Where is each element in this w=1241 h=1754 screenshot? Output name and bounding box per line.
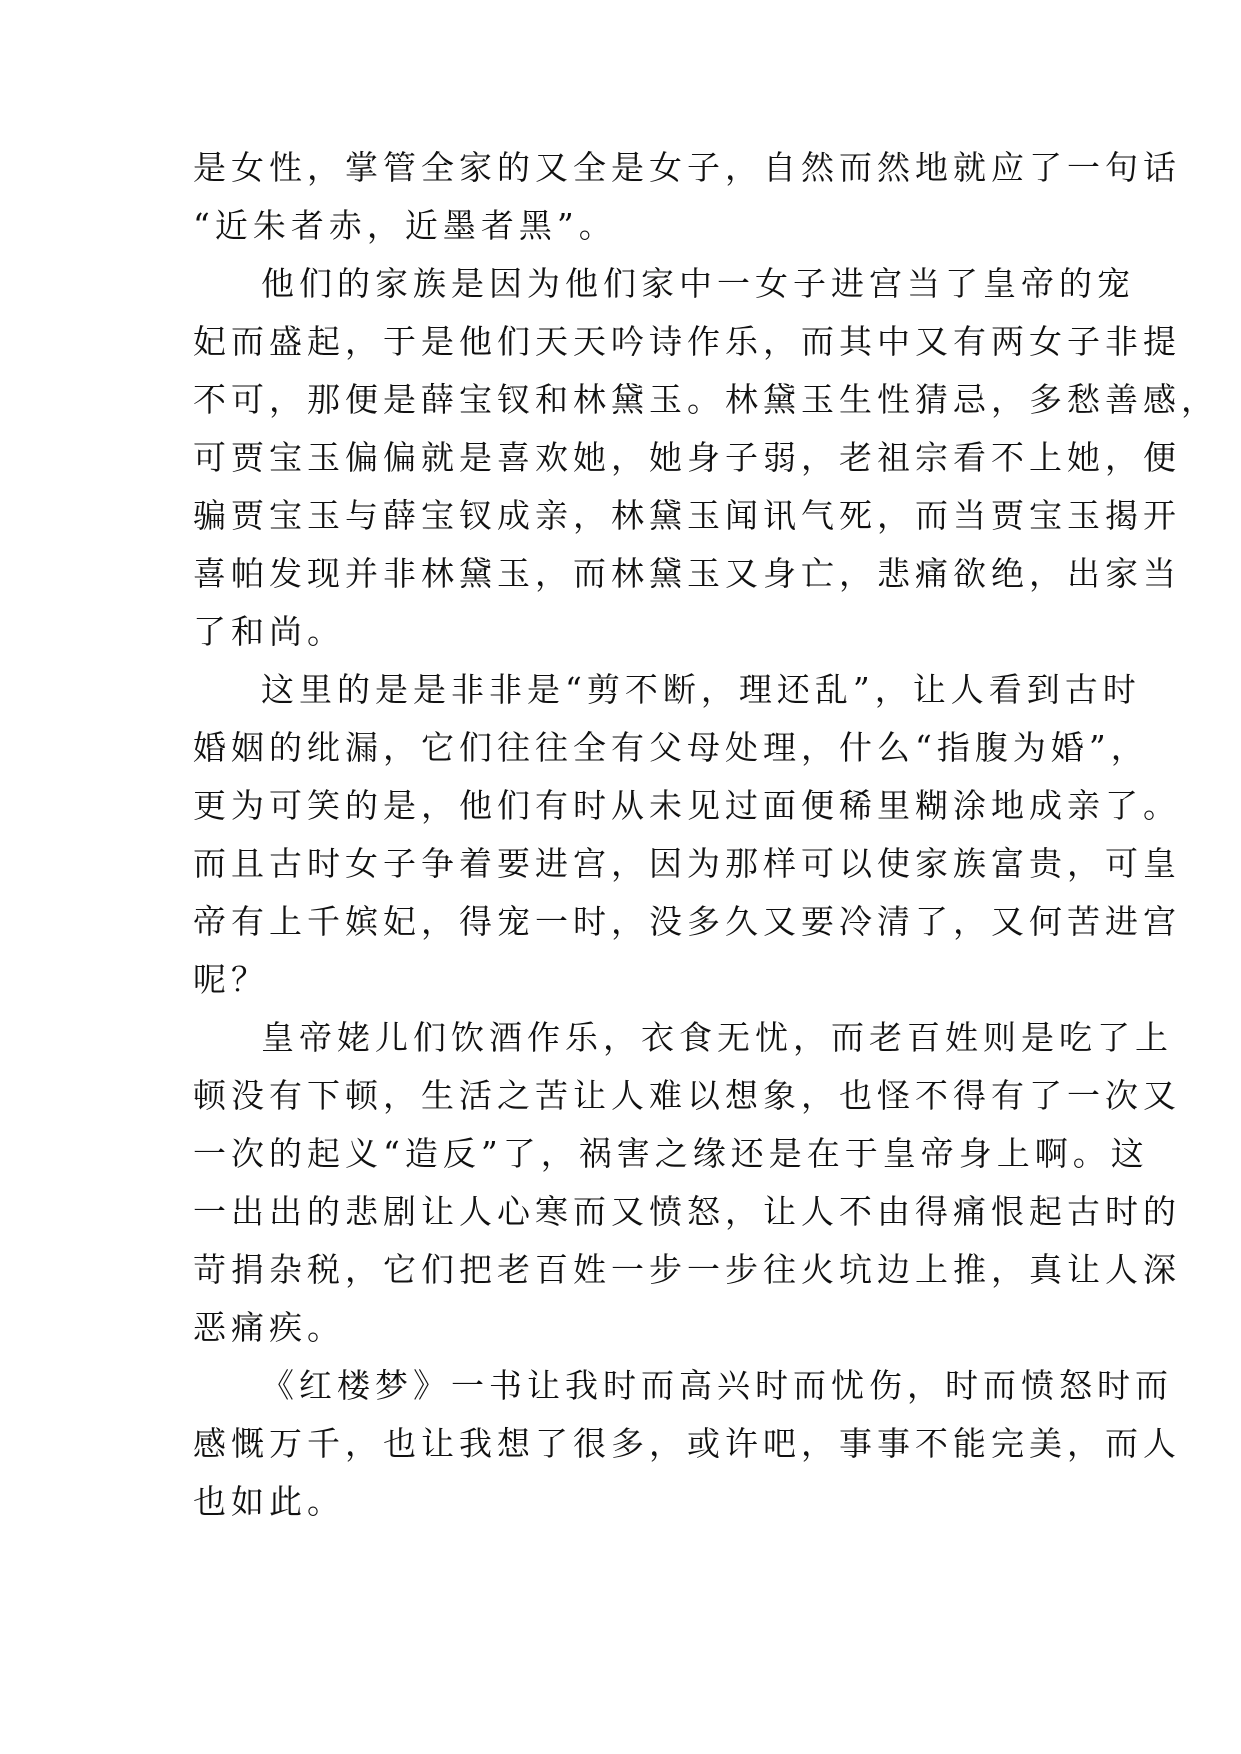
paragraph-first-line: 这里的是是非非是“剪不断，理还乱”，让人看到古时 [261, 670, 1141, 709]
text-line: 了和尚。 [193, 612, 345, 651]
text-line: 是女性，掌管全家的又全是女子，自然而然地就应了一句话 [193, 148, 1181, 187]
text-line: 一出出的悲剧让人心寒而又愤怒，让人不由得痛恨起古时的 [193, 1192, 1181, 1231]
text-line: 一次的起义“造反”了，祸害之缘还是在于皇帝身上啊。这 [193, 1134, 1149, 1173]
text-line: 苛捐杂税，它们把老百姓一步一步往火坑边上推，真让人深 [193, 1250, 1181, 1289]
paragraph-first-line: 他们的家族是因为他们家中一女子进宫当了皇帝的宠 [261, 264, 1135, 303]
text-line: 不可，那便是薛宝钗和林黛玉。林黛玉生性猜忌，多愁善感， [193, 380, 1219, 419]
text-line: 恶痛疾。 [193, 1308, 345, 1347]
text-line: 呢？ [193, 960, 269, 999]
text-line: 而且古时女子争着要进宫，因为那样可以使家族富贵，可皇 [193, 844, 1181, 883]
text-line: “近朱者赤，近墨者黑”。 [193, 206, 617, 245]
text-line: 喜帕发现并非林黛玉，而林黛玉又身亡，悲痛欲绝，出家当 [193, 554, 1181, 593]
text-line: 帝有上千嫔妃，得宠一时，没多久又要冷清了，又何苦进宫 [193, 902, 1181, 941]
text-line: 婚姻的纰漏，它们往往全有父母处理，什么“指腹为婚”， [193, 728, 1149, 767]
paragraph-first-line: 《红楼梦》一书让我时而高兴时而忧伤，时而愤怒时而 [261, 1366, 1173, 1405]
paragraph-first-line: 皇帝姥儿们饮酒作乐，衣食无忧，而老百姓则是吃了上 [261, 1018, 1173, 1057]
text-line: 可贾宝玉偏偏就是喜欢她，她身子弱，老祖宗看不上她，便 [193, 438, 1181, 477]
text-line: 顿没有下顿，生活之苦让人难以想象，也怪不得有了一次又 [193, 1076, 1181, 1115]
text-line: 妃而盛起，于是他们天天吟诗作乐，而其中又有两女子非提 [193, 322, 1181, 361]
text-line: 更为可笑的是，他们有时从未见过面便稀里糊涂地成亲了。 [193, 786, 1181, 825]
text-line: 骗贾宝玉与薛宝钗成亲，林黛玉闻讯气死，而当贾宝玉揭开 [193, 496, 1181, 535]
text-line: 也如此。 [193, 1482, 345, 1521]
text-line: 感慨万千，也让我想了很多，或许吧，事事不能完美，而人 [193, 1424, 1181, 1463]
